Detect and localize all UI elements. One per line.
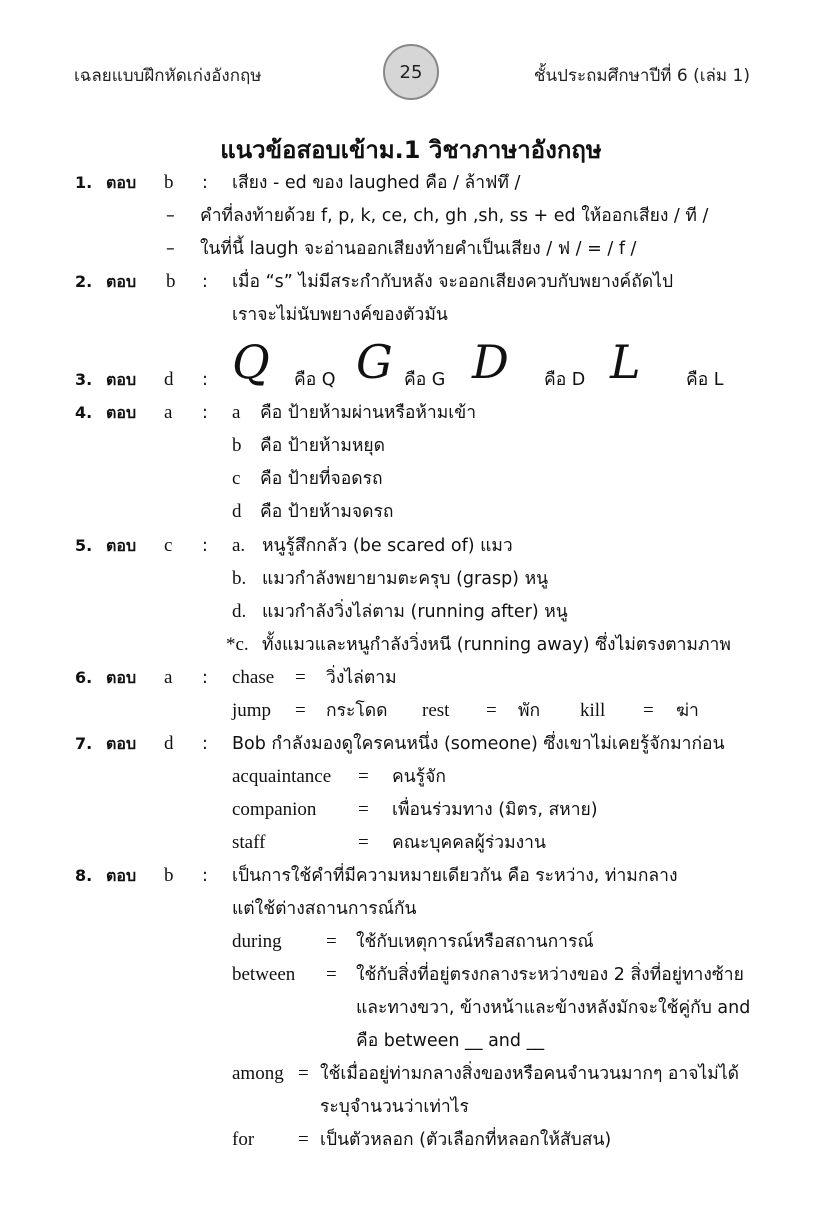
q5-colon: : bbox=[202, 536, 208, 556]
q8-among-line-2 bbox=[0, 1091, 822, 1123]
vocab-meaning: เพื่อนร่วมทาง (มิตร, สหาย) bbox=[392, 800, 598, 820]
q5-option-text: แมวกำลังพยายามตะครุบ (grasp) หนู bbox=[262, 569, 549, 589]
q5-line-2 bbox=[0, 563, 822, 595]
vocab-equals: = bbox=[295, 700, 306, 721]
vocab-equals: = bbox=[358, 799, 369, 820]
q3-item-q-label: คือ Q bbox=[294, 370, 336, 390]
q8-colon: : bbox=[202, 866, 208, 886]
q1-answer-letter: b bbox=[164, 172, 174, 193]
q2-line-1 bbox=[0, 266, 822, 298]
script-q-glyph: Q bbox=[232, 335, 270, 389]
q5-answer-letter: c bbox=[164, 535, 173, 556]
q4-option-key: d bbox=[232, 501, 242, 522]
vocab-word: during bbox=[232, 931, 282, 952]
q5-answer-label: ตอบ bbox=[106, 536, 137, 555]
q5-option-key: d. bbox=[232, 601, 247, 622]
q2-line-2 bbox=[0, 299, 822, 331]
q3-colon: : bbox=[202, 370, 208, 390]
q6-colon: : bbox=[202, 668, 208, 688]
vocab-meaning: กระโดด bbox=[326, 701, 388, 721]
q2-colon: : bbox=[202, 272, 208, 292]
q3-answer-letter: d bbox=[164, 369, 174, 390]
vocab-equals: = bbox=[358, 766, 369, 787]
vocab-word: for bbox=[232, 1129, 255, 1150]
vocab-word: acquaintance bbox=[232, 766, 332, 787]
vocab-equals: = bbox=[326, 931, 337, 952]
q8-text-2: แต่ใช้ต่างสถานการณ์กัน bbox=[232, 899, 417, 919]
vocab-equals: = bbox=[295, 667, 306, 688]
vocab-equals: = bbox=[298, 1129, 309, 1150]
q8-between-line-1 bbox=[0, 959, 822, 991]
vocab-meaning-cont: คือ between __ and __ bbox=[356, 1031, 545, 1051]
q8-among-line-1 bbox=[0, 1058, 822, 1090]
q5-line-1 bbox=[0, 530, 822, 562]
q2-text-2: เราจะไม่นับพยางค์ของตัวมัน bbox=[232, 305, 448, 325]
script-g-glyph: G bbox=[356, 335, 393, 389]
vocab-meaning: คณะบุคคลผู้ร่วมงาน bbox=[392, 833, 546, 853]
vocab-meaning: พัก bbox=[518, 701, 541, 721]
q5-option-text-correct: ทั้งแมวและหนูกำลังวิ่งหนี (running away) ซึ่งไม่ตรงตามภาพ bbox=[262, 635, 731, 655]
q8-line-2 bbox=[0, 893, 822, 925]
q5-option-key: a. bbox=[232, 535, 246, 556]
vocab-meaning: ใช้กับเหตุการณ์หรือสถานการณ์ bbox=[356, 932, 594, 952]
vocab-equals: = bbox=[326, 964, 337, 985]
vocab-meaning: วิ่งไล่ตาม bbox=[326, 668, 397, 688]
q1-line-3 bbox=[0, 233, 822, 265]
q4-line-1 bbox=[0, 397, 822, 429]
q3-answer-label: ตอบ bbox=[106, 370, 137, 389]
q4-answer-label: ตอบ bbox=[106, 403, 137, 422]
vocab-equals: = bbox=[486, 700, 497, 721]
q1-text-1: เสียง - ed ของ laughed คือ / ล้าฟทึ / bbox=[232, 173, 521, 193]
vocab-meaning: เป็นตัวหลอก (ตัวเลือกที่หลอกให้สับสน) bbox=[320, 1130, 612, 1150]
q1-line-1 bbox=[0, 167, 822, 199]
q4-option-text: คือ ป้ายห้ามจดรถ bbox=[260, 502, 394, 522]
vocab-word: chase bbox=[232, 667, 275, 688]
q4-number: 4. bbox=[75, 403, 93, 422]
header-grade-level: ชั้นประถมศึกษาปีที่ 6 (เล่ม 1) bbox=[533, 66, 750, 86]
q4-option-text: คือ ป้ายห้ามผ่านหรือห้ามเข้า bbox=[260, 403, 477, 423]
vocab-equals: = bbox=[298, 1063, 309, 1084]
q4-option-key: a bbox=[232, 402, 241, 423]
q6-answer-letter: a bbox=[164, 667, 173, 688]
q8-between-line-2 bbox=[0, 992, 822, 1024]
q6-answer-label: ตอบ bbox=[106, 668, 137, 687]
q1-answer-label: ตอบ bbox=[106, 173, 137, 192]
q5-option-text: หนูรู้สึกกลัว (be scared of) แมว bbox=[262, 536, 513, 556]
q5-option-text: แมวกำลังวิ่งไล่ตาม (running after) หนู bbox=[262, 602, 568, 622]
q3-item-l-label: คือ L bbox=[686, 370, 724, 390]
page-title: แนวข้อสอบเข้าม.1 วิชาภาษาอังกฤษ bbox=[220, 136, 602, 164]
q4-line-3 bbox=[0, 463, 822, 495]
q6-number: 6. bbox=[75, 668, 93, 687]
vocab-word: among bbox=[232, 1063, 284, 1084]
q4-colon: : bbox=[202, 403, 208, 423]
q6-line-2 bbox=[0, 695, 822, 727]
q7-number: 7. bbox=[75, 734, 93, 753]
q8-answer-label: ตอบ bbox=[106, 866, 137, 885]
q1-text-2: คำที่ลงท้ายด้วย f, p, k, ce, ch, gh ,sh, ss + ed ให้ออกเสียง / ที / bbox=[200, 206, 709, 226]
q8-during-line bbox=[0, 926, 822, 958]
q5-number: 5. bbox=[75, 536, 93, 555]
script-d-glyph: D bbox=[472, 335, 509, 389]
page-number: 25 bbox=[399, 61, 423, 83]
q1-dash-2: – bbox=[166, 239, 175, 259]
q5-line-3 bbox=[0, 596, 822, 628]
vocab-word: rest bbox=[422, 700, 450, 721]
q2-answer-label: ตอบ bbox=[106, 272, 137, 291]
q1-colon: : bbox=[202, 173, 208, 193]
q8-text-1: เป็นการใช้คำที่มีความหมายเดียวกัน คือ ระหว่าง, ท่ามกลาง bbox=[232, 866, 678, 886]
q4-option-key: c bbox=[232, 468, 241, 489]
q2-answer-letter: b bbox=[166, 271, 176, 292]
page-number-badge bbox=[383, 44, 439, 100]
q2-text-1: เมื่อ “s” ไม่มีสระกำกับหลัง จะออกเสียงควบกับพยางค์ถัดไป bbox=[232, 272, 674, 292]
q4-line-4 bbox=[0, 496, 822, 528]
q1-dash-1: – bbox=[166, 206, 175, 226]
q8-answer-letter: b bbox=[164, 865, 174, 886]
header-book-title: เฉลยแบบฝึกหัดเก่งอังกฤษ bbox=[74, 66, 262, 86]
q3-number: 3. bbox=[75, 370, 93, 389]
vocab-meaning: ฆ่า bbox=[676, 701, 699, 721]
vocab-meaning-cont: ระบุจำนวนว่าเท่าไร bbox=[320, 1097, 469, 1117]
q7-text-1: Bob กำลังมองดูใครคนหนึ่ง (someone) ซึ่งเขาไม่เคยรู้จักมาก่อน bbox=[232, 734, 725, 754]
q7-colon: : bbox=[202, 734, 208, 754]
q6-line-1 bbox=[0, 662, 822, 694]
vocab-equals: = bbox=[643, 700, 654, 721]
q1-line-2 bbox=[0, 200, 822, 232]
vocab-word: kill bbox=[580, 700, 606, 721]
q3-item-d-label: คือ D bbox=[544, 370, 586, 390]
q8-between-line-3 bbox=[0, 1025, 822, 1057]
q8-number: 8. bbox=[75, 866, 93, 885]
vocab-word: staff bbox=[232, 832, 266, 853]
q7-line-4 bbox=[0, 827, 822, 859]
q7-answer-letter: d bbox=[164, 733, 174, 754]
q4-option-text: คือ ป้ายห้ามหยุด bbox=[260, 436, 386, 456]
q5-line-4 bbox=[0, 629, 822, 661]
vocab-word: jump bbox=[232, 700, 272, 721]
q4-answer-letter: a bbox=[164, 402, 173, 423]
q5-option-key-correct: *c. bbox=[226, 634, 249, 655]
vocab-word: between bbox=[232, 964, 296, 985]
vocab-word: companion bbox=[232, 799, 317, 820]
q7-answer-label: ตอบ bbox=[106, 734, 137, 753]
q7-line-1 bbox=[0, 728, 822, 760]
script-l-glyph: L bbox=[610, 335, 641, 389]
q4-option-key: b bbox=[232, 435, 242, 456]
q8-for-line bbox=[0, 1124, 822, 1156]
q5-option-key: b. bbox=[232, 568, 247, 589]
vocab-equals: = bbox=[358, 832, 369, 853]
q8-line-1 bbox=[0, 860, 822, 892]
vocab-meaning: ใช้เมื่ออยู่ท่ามกลางสิ่งของหรือคนจำนวนมากๆ อาจไม่ได้ bbox=[320, 1064, 740, 1084]
q3-item-g-label: คือ G bbox=[404, 370, 446, 390]
q4-option-text: คือ ป้ายที่จอดรถ bbox=[260, 469, 383, 489]
q1-text-3: ในที่นี้ laugh จะอ่านออกเสียงท้ายคำเป็นเสียง / ฟ / = / f / bbox=[200, 239, 637, 259]
q4-line-2 bbox=[0, 430, 822, 462]
vocab-meaning: คนรู้จัก bbox=[392, 767, 446, 787]
q2-number: 2. bbox=[75, 272, 93, 291]
vocab-meaning-cont: และทางขวา, ข้างหน้าและข้างหลังมักจะใช้คู่กับ and bbox=[356, 998, 751, 1018]
vocab-meaning: ใช้กับสิ่งที่อยู่ตรงกลางระหว่างของ 2 สิ่งที่อยู่ทางซ้าย bbox=[356, 965, 744, 985]
q7-line-3 bbox=[0, 794, 822, 826]
q3-line bbox=[0, 335, 822, 396]
q7-line-2 bbox=[0, 761, 822, 793]
q1-number: 1. bbox=[75, 173, 93, 192]
